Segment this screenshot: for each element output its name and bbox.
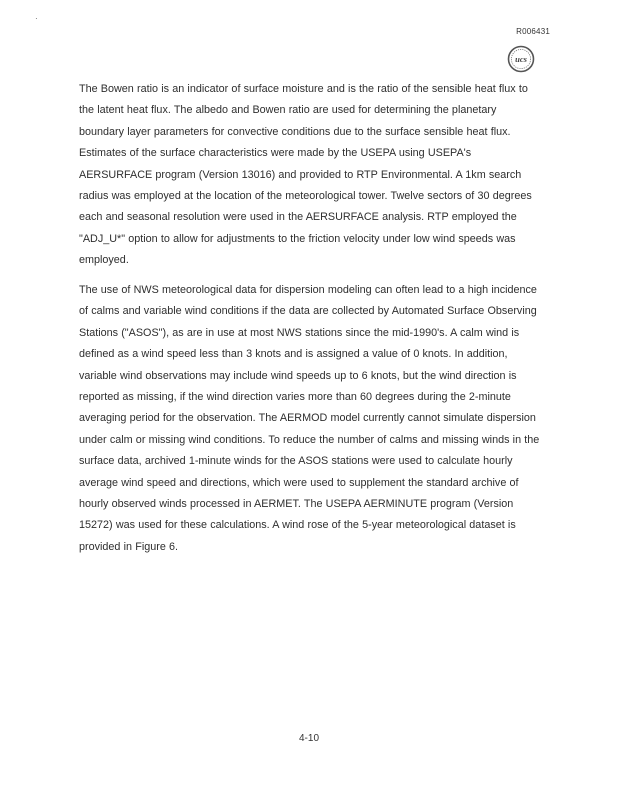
seal-logo-graphic xyxy=(507,45,535,73)
document-id: R006431 xyxy=(516,27,550,36)
corner-mark: · xyxy=(35,14,38,23)
paragraph-bowen-ratio: The Bowen ratio is an indicator of surface moisture and is the ratio of the sensible heat flux to the latent heat flux. The albedo and Bowen ratio are used for determining the planetary boundary layer parameters for convective conditions due to the surface sensible heat flux. Estimates of the surface characteristics were made by the USEPA using USEPA's AERSURFACE program (Version 13016) and provided to RTP Environmental. A 1km search radius was employed at the location of the meteorological tower. Twelve sectors of 30 degrees each and seasonal resolution were used in the AERSURFACE analysis. RTP employed the "ADJ_U*" option to allow for adjustments to the friction velocity under low wind speeds was employed. xyxy=(79,83,532,267)
page-number: 4-10 xyxy=(298,733,319,744)
seal-logo-text: ucs xyxy=(515,54,527,64)
seal-logo-icon xyxy=(507,45,535,73)
paragraph-nws-data: The use of NWS meteorological data for dispersion modeling can often lead to a high incidence of calms and variable wind conditions if the data are collected by Automated Surface Observing Stations ("ASOS"), as are in use at most NWS stations since the mid-1990's. A calm wind is defined as a wind speed less than 3 knots and is assigned a value of 0 knots. In addition, variable wind observations may include wind speeds up to 6 knots, but the wind direction is reported as missing, if the wind direction varies more than 60 degrees during the 2-minute averaging period for the observation. The AERMOD model currently cannot simulate dispersion under calm or missing wind conditions. To reduce the number of calms and missing winds in the surface data, archived 1-minute winds for the ASOS stations were used to calculate hourly average wind speed and directions, which were used to supplement the standard archive of hourly observed winds processed in AERMET. The USEPA AERMINUTE program (Version 15272) was used for these calculations. A wind rose of the 5-year meteorological dataset is provided in Figure 6. xyxy=(79,284,540,553)
